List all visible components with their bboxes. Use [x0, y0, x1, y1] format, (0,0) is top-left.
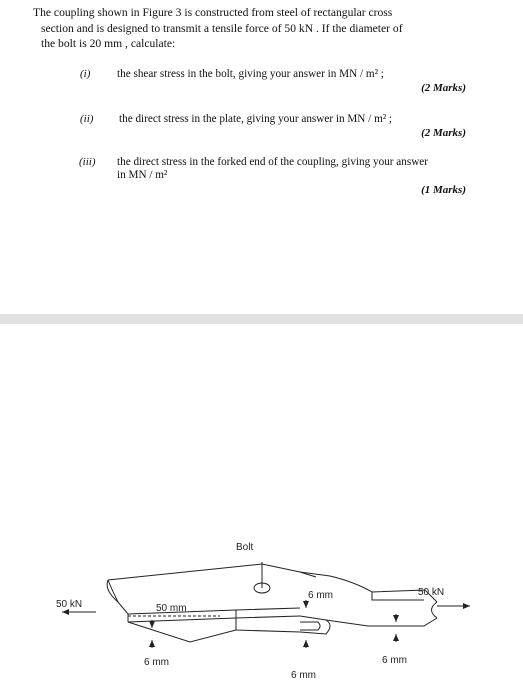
intro-line-1: The coupling shown in Figure 3 is constructed from steel of rectangular cross [33, 6, 393, 19]
fork-lower-jaw [128, 610, 330, 642]
left-plate [107, 564, 316, 622]
part-iii-text-1: the direct stress in the forked end of the coupling, giving your answer [117, 156, 428, 168]
part-i-number: (i) [80, 68, 91, 80]
width-label: 50 mm [156, 603, 187, 614]
plate-thickness-label: 6 mm [144, 657, 169, 668]
part-ii-number: (ii) [80, 113, 94, 125]
coupling-figure [0, 530, 523, 700]
intro-line-2: section and is designed to transmit a tensile force of 50 kN . If the diameter of [41, 21, 403, 35]
force-label-right: 50 kN [418, 587, 445, 598]
force-label-left: 50 kN [56, 599, 83, 610]
part-ii-marks: (2 Marks) [421, 127, 466, 139]
part-iii-text-2: in MN / m² [117, 169, 168, 181]
fork-thickness-bottom-label: 6 mm [291, 670, 316, 681]
part-ii-text: the direct stress in the plate, giving your answer in MN / m² ; [119, 113, 393, 125]
bolt-hole [254, 562, 270, 593]
fork-thickness-top-label: 6 mm [308, 590, 333, 601]
bolt-label: Bolt [236, 542, 254, 553]
part-i-marks: (2 Marks) [421, 82, 466, 94]
part-i-text: the shear stress in the bolt, giving your answer in MN / m² ; [117, 68, 384, 80]
question-intro [33, 5, 463, 52]
intro-line-3: the bolt is 20 mm , calculate: [41, 37, 176, 50]
section-divider [0, 314, 523, 324]
part-iii-marks: (1 Marks) [421, 184, 466, 196]
part-iii-number: (iii) [79, 156, 96, 168]
right-thickness-label: 6 mm [382, 655, 407, 666]
